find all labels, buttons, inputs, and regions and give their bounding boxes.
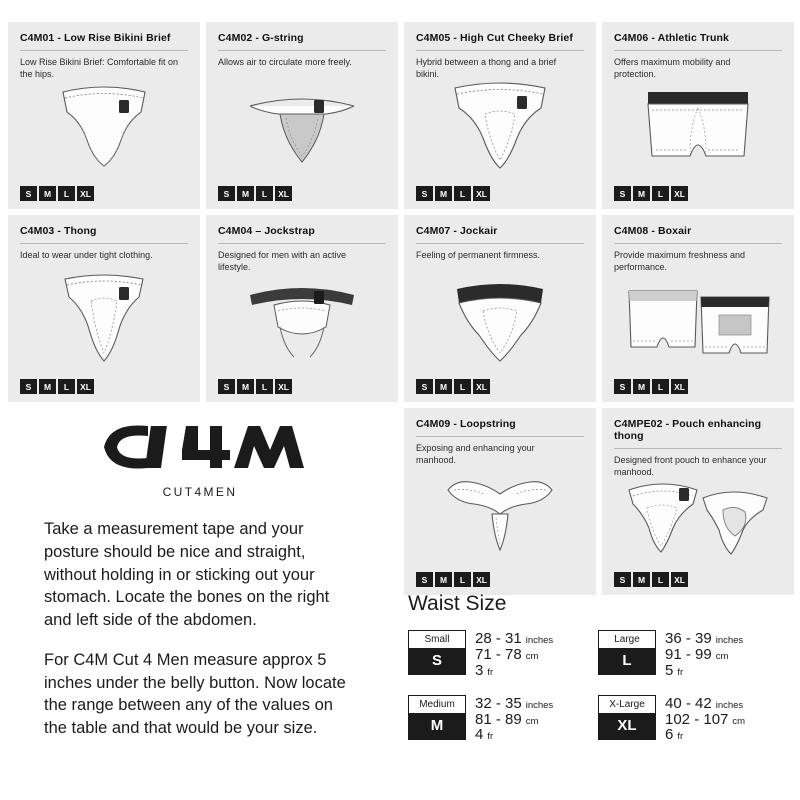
- inches-value: 40 - 42: [665, 694, 712, 712]
- size-name: X-Large: [609, 698, 645, 710]
- size-badge[interactable]: S: [20, 186, 37, 201]
- product-description: Ideal to wear under tight clothing.: [20, 250, 153, 260]
- product-title: C4M07 - Jockair: [416, 225, 584, 244]
- fr-unit: fr: [677, 666, 684, 678]
- cm-unit: cm: [525, 650, 539, 662]
- inches-unit: inches: [525, 699, 554, 711]
- inches-value: 36 - 39: [665, 630, 712, 647]
- size-box: [408, 630, 466, 675]
- waist-size-row: [408, 695, 598, 744]
- product-description: Offers maximum mobility and protection.: [614, 57, 731, 79]
- cm-value: 102 - 107: [665, 710, 729, 728]
- inches-unit: inches: [715, 635, 744, 646]
- brand-subtitle: CUT4MEN: [162, 485, 238, 499]
- size-box: [408, 695, 466, 740]
- size-badge[interactable]: S: [614, 572, 631, 587]
- size-name: Small: [424, 634, 450, 645]
- size-badges: [218, 186, 292, 201]
- fr-value: 4: [475, 726, 484, 744]
- size-badge[interactable]: L: [454, 186, 471, 201]
- cm-unit: cm: [525, 715, 539, 727]
- product-title: C4M06 - Athletic Trunk: [614, 32, 782, 51]
- size-box: [598, 695, 656, 740]
- cm-unit: cm: [732, 715, 746, 727]
- product-title: C4M09 - Loopstring: [416, 418, 584, 437]
- inches-unit: inches: [715, 699, 744, 711]
- product-description: Exposing and enhancing your manhood.: [416, 443, 535, 465]
- waist-size-row: [598, 695, 788, 744]
- size-badge[interactable]: XL: [275, 186, 292, 201]
- size-badge[interactable]: S: [218, 186, 235, 201]
- measuring-instructions: [44, 518, 354, 757]
- product-illustration-bikini-brief: [8, 74, 200, 178]
- size-badge[interactable]: XL: [473, 379, 490, 394]
- product-card[interactable]: [602, 22, 794, 209]
- product-card[interactable]: [8, 22, 200, 209]
- product-card[interactable]: [206, 215, 398, 402]
- size-badge[interactable]: XL: [671, 572, 688, 587]
- fr-value: 5: [665, 661, 674, 679]
- product-card[interactable]: [404, 215, 596, 402]
- size-value-cm: [475, 712, 553, 728]
- product-description: Designed for men with an active lifestyle.: [218, 250, 347, 272]
- size-badge[interactable]: M: [435, 572, 452, 587]
- cm-value: 91 - 99: [665, 645, 712, 663]
- size-badges: [218, 379, 292, 394]
- size-values: [665, 695, 745, 744]
- product-grid: [8, 22, 792, 595]
- size-badge[interactable]: L: [652, 572, 669, 587]
- size-values: [475, 630, 553, 679]
- instruction-paragraph-2: For C4M Cut 4 Men measure approx 5 inches under the belly button. Now locate the range between any of the values on the table and that would be your size.: [44, 650, 346, 738]
- size-abbr: L: [599, 648, 655, 674]
- waist-size-section: [408, 592, 788, 743]
- fr-unit: fr: [487, 666, 494, 678]
- product-description: Feeling of permanent firmness.: [416, 250, 541, 260]
- inches-unit: inches: [525, 635, 554, 646]
- cm-value: 81 - 89: [475, 710, 522, 728]
- size-badge[interactable]: S: [614, 379, 631, 394]
- product-description: Hybrid between a thong and a brief bikini.: [416, 57, 557, 79]
- size-name: Medium: [419, 698, 455, 710]
- size-values: [475, 695, 553, 744]
- product-title: C4M04 – Jockstrap: [218, 225, 386, 244]
- fr-value: 3: [475, 661, 484, 679]
- size-badge[interactable]: L: [454, 379, 471, 394]
- size-abbr: XL: [599, 713, 655, 739]
- size-badges: [614, 572, 688, 587]
- size-badges: [614, 186, 688, 201]
- size-value-inches: [475, 631, 553, 647]
- size-badges: [20, 186, 94, 201]
- size-badge[interactable]: M: [237, 186, 254, 201]
- size-badge[interactable]: XL: [77, 379, 94, 394]
- product-description: Allows air to circulate more freely.: [218, 57, 352, 67]
- brand-logo-block: [40, 418, 360, 499]
- size-badge[interactable]: XL: [473, 186, 490, 201]
- size-value-fr: [475, 663, 553, 679]
- size-badge[interactable]: S: [614, 186, 631, 201]
- size-badge[interactable]: XL: [77, 186, 94, 201]
- size-badge[interactable]: S: [416, 572, 433, 587]
- size-values: [665, 630, 743, 679]
- size-badge[interactable]: XL: [671, 186, 688, 201]
- size-abbr: S: [409, 648, 465, 674]
- size-badge[interactable]: M: [435, 186, 452, 201]
- size-badge[interactable]: M: [39, 379, 56, 394]
- size-badge[interactable]: M: [39, 186, 56, 201]
- size-value-fr: [665, 663, 743, 679]
- size-badge[interactable]: L: [652, 379, 669, 394]
- fr-unit: fr: [677, 731, 684, 743]
- waist-size-row: [598, 630, 788, 679]
- size-badge[interactable]: M: [633, 379, 650, 394]
- size-abbr: M: [409, 713, 465, 739]
- size-badge[interactable]: L: [256, 186, 273, 201]
- size-badge[interactable]: XL: [275, 379, 292, 394]
- c4m-logo-icon: [90, 418, 310, 476]
- size-value-cm: [665, 712, 745, 728]
- product-card[interactable]: [602, 215, 794, 402]
- size-badge[interactable]: L: [652, 186, 669, 201]
- product-description: Low Rise Bikini Brief: Comfortable fit on the hips.: [20, 57, 179, 79]
- waist-size-row: [408, 630, 598, 679]
- size-badges: [416, 379, 490, 394]
- size-box: [598, 630, 656, 675]
- product-illustration-g-string: [206, 74, 398, 178]
- product-illustration-thong: [8, 267, 200, 371]
- product-illustration-jockstrap: [206, 267, 398, 371]
- size-badge[interactable]: M: [237, 379, 254, 394]
- size-badges: [614, 379, 688, 394]
- product-title: C4M08 - Boxair: [614, 225, 782, 244]
- size-value-cm: [475, 647, 553, 663]
- size-badge[interactable]: L: [58, 186, 75, 201]
- cm-unit: cm: [715, 650, 729, 662]
- size-badge[interactable]: M: [633, 572, 650, 587]
- waist-size-table: [408, 630, 788, 743]
- size-badge[interactable]: S: [416, 379, 433, 394]
- size-badge[interactable]: S: [218, 379, 235, 394]
- size-badge[interactable]: L: [454, 572, 471, 587]
- size-value-inches: [665, 631, 743, 647]
- product-title: C4M02 - G-string: [218, 32, 386, 51]
- product-illustration-pouch-thong: [602, 460, 794, 564]
- inches-value: 28 - 31: [475, 630, 522, 647]
- fr-value: 6: [665, 726, 674, 744]
- product-illustration-trunk: [602, 74, 794, 178]
- product-description: Provide maximum freshness and performance.: [614, 250, 746, 272]
- product-illustration-jockair: [404, 267, 596, 371]
- product-illustration-loopstring: [404, 460, 596, 564]
- product-illustration-boxair: [602, 267, 794, 371]
- size-value-inches: [665, 696, 745, 712]
- size-badge[interactable]: M: [435, 379, 452, 394]
- product-card[interactable]: [206, 22, 398, 209]
- inches-value: 32 - 35: [475, 694, 522, 712]
- size-value-inches: [475, 696, 553, 712]
- product-card[interactable]: [404, 408, 596, 595]
- product-card[interactable]: [602, 408, 794, 595]
- product-card[interactable]: [8, 215, 200, 402]
- fr-unit: fr: [487, 731, 494, 743]
- size-badge[interactable]: XL: [671, 379, 688, 394]
- size-badge[interactable]: S: [20, 379, 37, 394]
- size-badges: [416, 572, 490, 587]
- size-badge[interactable]: L: [256, 379, 273, 394]
- size-badge[interactable]: S: [416, 186, 433, 201]
- size-value-fr: [665, 727, 745, 743]
- product-illustration-cheeky-brief: [404, 74, 596, 178]
- instruction-paragraph-1: Take a measurement tape and your posture should be nice and straight, without holding in or sticking out your stomach. Locate the bones on the right and left side of the abdomen.: [44, 520, 330, 630]
- size-badges: [416, 186, 490, 201]
- size-badge[interactable]: XL: [473, 572, 490, 587]
- waist-size-title: Waist Size: [408, 592, 507, 615]
- size-value-fr: [475, 727, 553, 743]
- size-name: Large: [614, 634, 640, 645]
- cm-value: 71 - 78: [475, 645, 522, 663]
- size-badge[interactable]: M: [633, 186, 650, 201]
- size-value-cm: [665, 647, 743, 663]
- size-badges: [20, 379, 94, 394]
- product-title: C4MPE02 - Pouch enhancing thong: [614, 418, 782, 449]
- product-card[interactable]: [404, 22, 596, 209]
- product-title: C4M03 - Thong: [20, 225, 188, 244]
- size-badge[interactable]: L: [58, 379, 75, 394]
- product-title: C4M05 - High Cut Cheeky Brief: [416, 32, 584, 51]
- product-description: Designed front pouch to enhance your manhood.: [614, 455, 767, 477]
- product-title: C4M01 - Low Rise Bikini Brief: [20, 32, 188, 51]
